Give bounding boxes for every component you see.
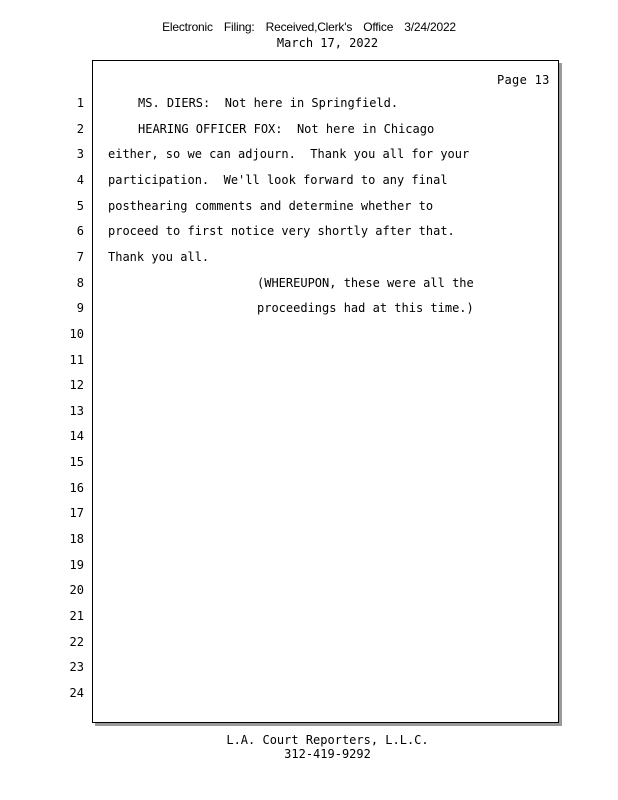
transcript-line-text: proceedings had at this time.) <box>257 301 474 316</box>
line-number: 12 <box>69 378 84 393</box>
line-number: 24 <box>69 685 84 700</box>
line-number: 3 <box>76 147 84 162</box>
line-number: 8 <box>76 275 84 290</box>
page-number: Page 13 <box>497 73 550 87</box>
footer-company: L.A. Court Reporters, L.L.C. <box>226 733 429 747</box>
line-number: 11 <box>69 352 84 367</box>
footer-phone: 312-419-9292 <box>284 747 371 761</box>
line-number: 13 <box>69 403 84 418</box>
line-number: 16 <box>69 480 84 495</box>
transcript-line-text: MS. DIERS: Not here in Springfield. <box>138 96 399 110</box>
line-number: 7 <box>76 249 84 264</box>
transcript-line-text: Thank you all. <box>108 249 210 264</box>
line-number: 17 <box>69 506 84 521</box>
transcript-line-text: proceed to first notice very shortly after that. <box>108 224 455 239</box>
line-number: 14 <box>69 429 84 444</box>
line-number: 23 <box>69 660 84 675</box>
line-number: 20 <box>69 583 84 598</box>
transcript-line-text: either, so we can adjourn. Thank you all for your <box>108 147 470 162</box>
line-number: 10 <box>69 326 84 341</box>
transcript-line-text: participation. We'll look forward to any final <box>108 172 448 187</box>
filing-stamp: Electronic Filing: Received,Clerk's Office 3/24/2022 <box>162 20 456 34</box>
line-number: 15 <box>69 455 84 470</box>
hearing-date: March 17, 2022 <box>276 36 379 50</box>
transcript-line-text: posthearing comments and determine whether to <box>108 198 434 213</box>
line-number: 5 <box>76 198 84 213</box>
line-number: 4 <box>76 172 84 187</box>
line-number: 19 <box>69 557 84 572</box>
line-number: 6 <box>76 224 84 239</box>
line-number: 2 <box>76 121 84 136</box>
line-number: 21 <box>69 609 84 623</box>
line-number: 9 <box>76 301 84 316</box>
line-number: 1 <box>76 96 84 110</box>
transcript-line-text: (WHEREUPON, these were all the <box>257 275 474 290</box>
line-number: 22 <box>69 634 84 649</box>
line-number: 18 <box>69 532 84 547</box>
transcript-line-text: HEARING OFFICER FOX: Not here in Chicago <box>138 121 435 136</box>
